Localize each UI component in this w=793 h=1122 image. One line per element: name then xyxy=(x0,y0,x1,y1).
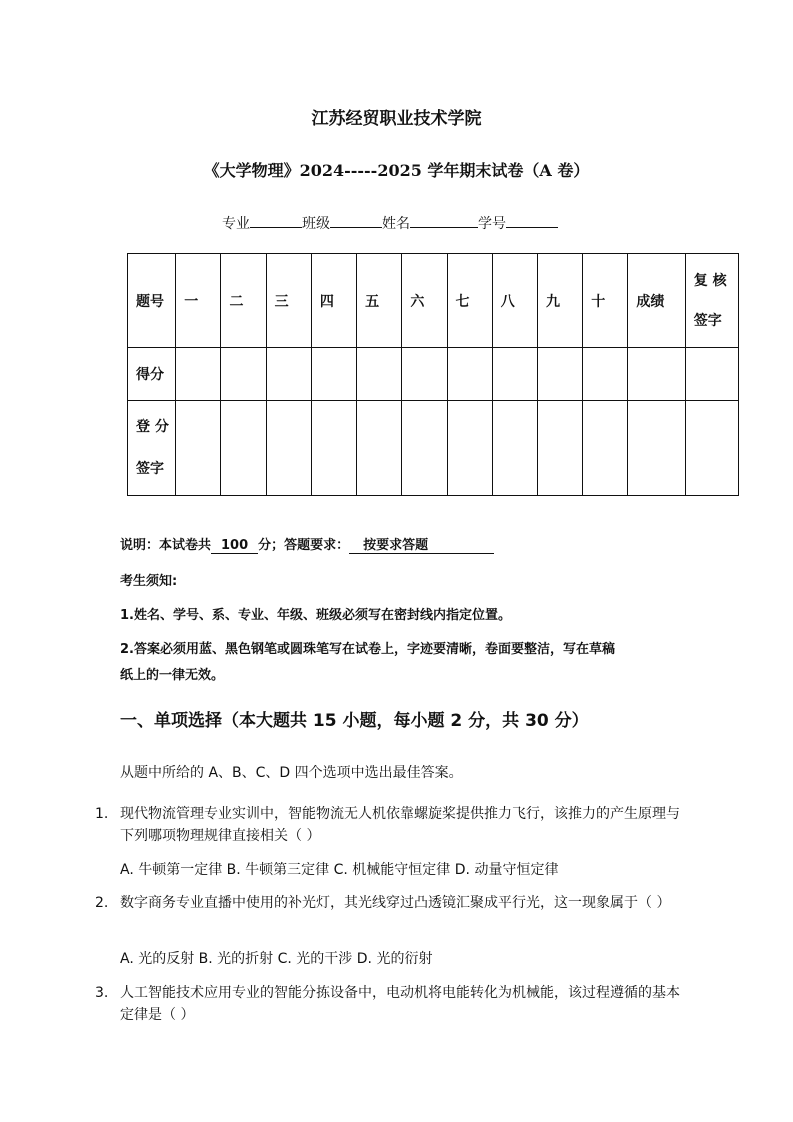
score-cell[interactable] xyxy=(266,348,311,401)
signature-cell[interactable] xyxy=(311,401,356,496)
score-cell[interactable] xyxy=(685,348,738,401)
score-cell[interactable] xyxy=(537,348,582,401)
question-1-options: A. 牛顿第一定律 B. 牛顿第三定律 C. 机械能守恒定律 D. 动量守恒定律 xyxy=(120,862,559,878)
question-number: 1. xyxy=(95,806,109,822)
cell-q9: 九 xyxy=(537,254,582,348)
cell-q10: 十 xyxy=(583,254,628,348)
cell-q1: 一 xyxy=(176,254,221,348)
signature-cell[interactable] xyxy=(492,401,537,496)
score-cell[interactable] xyxy=(447,348,492,401)
answer-requirement: 按要求答题 xyxy=(349,534,494,554)
cell-q4: 四 xyxy=(311,254,356,348)
section-title: 一、单项选择（本大题共 15 小题，每小题 2 分，共 30 分） xyxy=(120,711,589,731)
major-blank[interactable] xyxy=(250,212,302,228)
score-cell[interactable] xyxy=(311,348,356,401)
cell-dengfen-sign xyxy=(128,401,176,496)
exam-title: 《大学物理》2024-----2025 学年期末试卷（A 卷） xyxy=(203,161,590,180)
question-text: 现代物流管理专业实训中，智能物流无人机依靠螺旋桨提供推力飞行，该推力的产生原理与下列哪项物理规律直接相关（ ） xyxy=(120,806,680,844)
notice-rule-1: 1.姓名、学号、系、专业、年级、班级必须写在密封线内指定位置。 xyxy=(120,608,511,623)
cell-review-sign xyxy=(685,254,738,348)
name-blank[interactable] xyxy=(410,212,478,228)
cell-q7: 七 xyxy=(447,254,492,348)
cell-q8: 八 xyxy=(492,254,537,348)
score-table xyxy=(127,253,739,496)
table-row-score xyxy=(128,348,739,401)
signature-cell[interactable] xyxy=(685,401,738,496)
score-cell[interactable] xyxy=(628,348,685,401)
sign-label: 签字 xyxy=(136,461,164,477)
notice-rule-2-line-1: 2.答案必须用蓝、黑色钢笔或圆珠笔写在试卷上，字迹要清晰，卷面要整洁，写在草稿 xyxy=(120,642,615,657)
major-label: 专业 xyxy=(222,216,250,232)
signature-cell[interactable] xyxy=(266,401,311,496)
review-label: 复 核 xyxy=(693,272,727,289)
cell-q3: 三 xyxy=(266,254,311,348)
cell-defen: 得分 xyxy=(128,348,176,401)
id-label: 学号 xyxy=(478,216,506,232)
school-name: 江苏经贸职业技术学院 xyxy=(311,109,482,129)
notice-rule-2-line-2: 纸上的一律无效。 xyxy=(120,668,225,683)
id-blank[interactable] xyxy=(506,212,558,228)
desc-mid: 分；答题要求： xyxy=(258,538,350,553)
notice-title: 考生须知: xyxy=(120,574,178,589)
question-number: 2. xyxy=(95,895,109,911)
table-row-header xyxy=(128,254,739,348)
score-cell[interactable] xyxy=(221,348,266,401)
signature-cell[interactable] xyxy=(176,401,221,496)
signature-cell[interactable] xyxy=(628,401,685,496)
signature-cell[interactable] xyxy=(583,401,628,496)
signature-cell[interactable] xyxy=(537,401,582,496)
question-text: 人工智能技术应用专业的智能分拣设备中，电动机将电能转化为机械能，该过程遵循的基本定律是（ ） xyxy=(120,985,680,1023)
total-score: 100 xyxy=(211,538,258,554)
question-number: 3. xyxy=(95,985,109,1001)
class-label: 班级 xyxy=(302,216,330,232)
name-label: 姓名 xyxy=(382,216,410,232)
question-3 xyxy=(95,982,685,1026)
score-cell[interactable] xyxy=(402,348,447,401)
dengfen-label: 登 分 xyxy=(136,419,169,435)
cell-q2: 二 xyxy=(221,254,266,348)
signature-cell[interactable] xyxy=(447,401,492,496)
signature-cell[interactable] xyxy=(357,401,402,496)
score-cell[interactable] xyxy=(357,348,402,401)
class-blank[interactable] xyxy=(330,212,382,228)
question-text: 数字商务专业直播中使用的补光灯，其光线穿过凸透镜汇聚成平行光，这一现象属于（ ） xyxy=(120,895,671,911)
cell-tihao: 题号 xyxy=(128,254,176,348)
cell-total-grade: 成绩 xyxy=(628,254,685,348)
score-cell[interactable] xyxy=(176,348,221,401)
sign-label: 签字 xyxy=(693,312,722,329)
signature-cell[interactable] xyxy=(221,401,266,496)
question-2 xyxy=(95,892,685,914)
score-cell[interactable] xyxy=(583,348,628,401)
exam-description xyxy=(120,534,494,554)
desc-prefix: 说明：本试卷共 xyxy=(120,538,212,553)
signature-cell[interactable] xyxy=(402,401,447,496)
question-1 xyxy=(95,803,685,847)
score-cell[interactable] xyxy=(492,348,537,401)
table-row-signature xyxy=(128,401,739,496)
cell-q5: 五 xyxy=(357,254,402,348)
question-2-options: A. 光的反射 B. 光的折射 C. 光的干涉 D. 光的衍射 xyxy=(120,951,433,967)
section-instruction: 从题中所给的 A、B、C、D 四个选项中选出最佳答案。 xyxy=(120,765,463,781)
student-info-line xyxy=(222,212,558,233)
cell-q6: 六 xyxy=(402,254,447,348)
